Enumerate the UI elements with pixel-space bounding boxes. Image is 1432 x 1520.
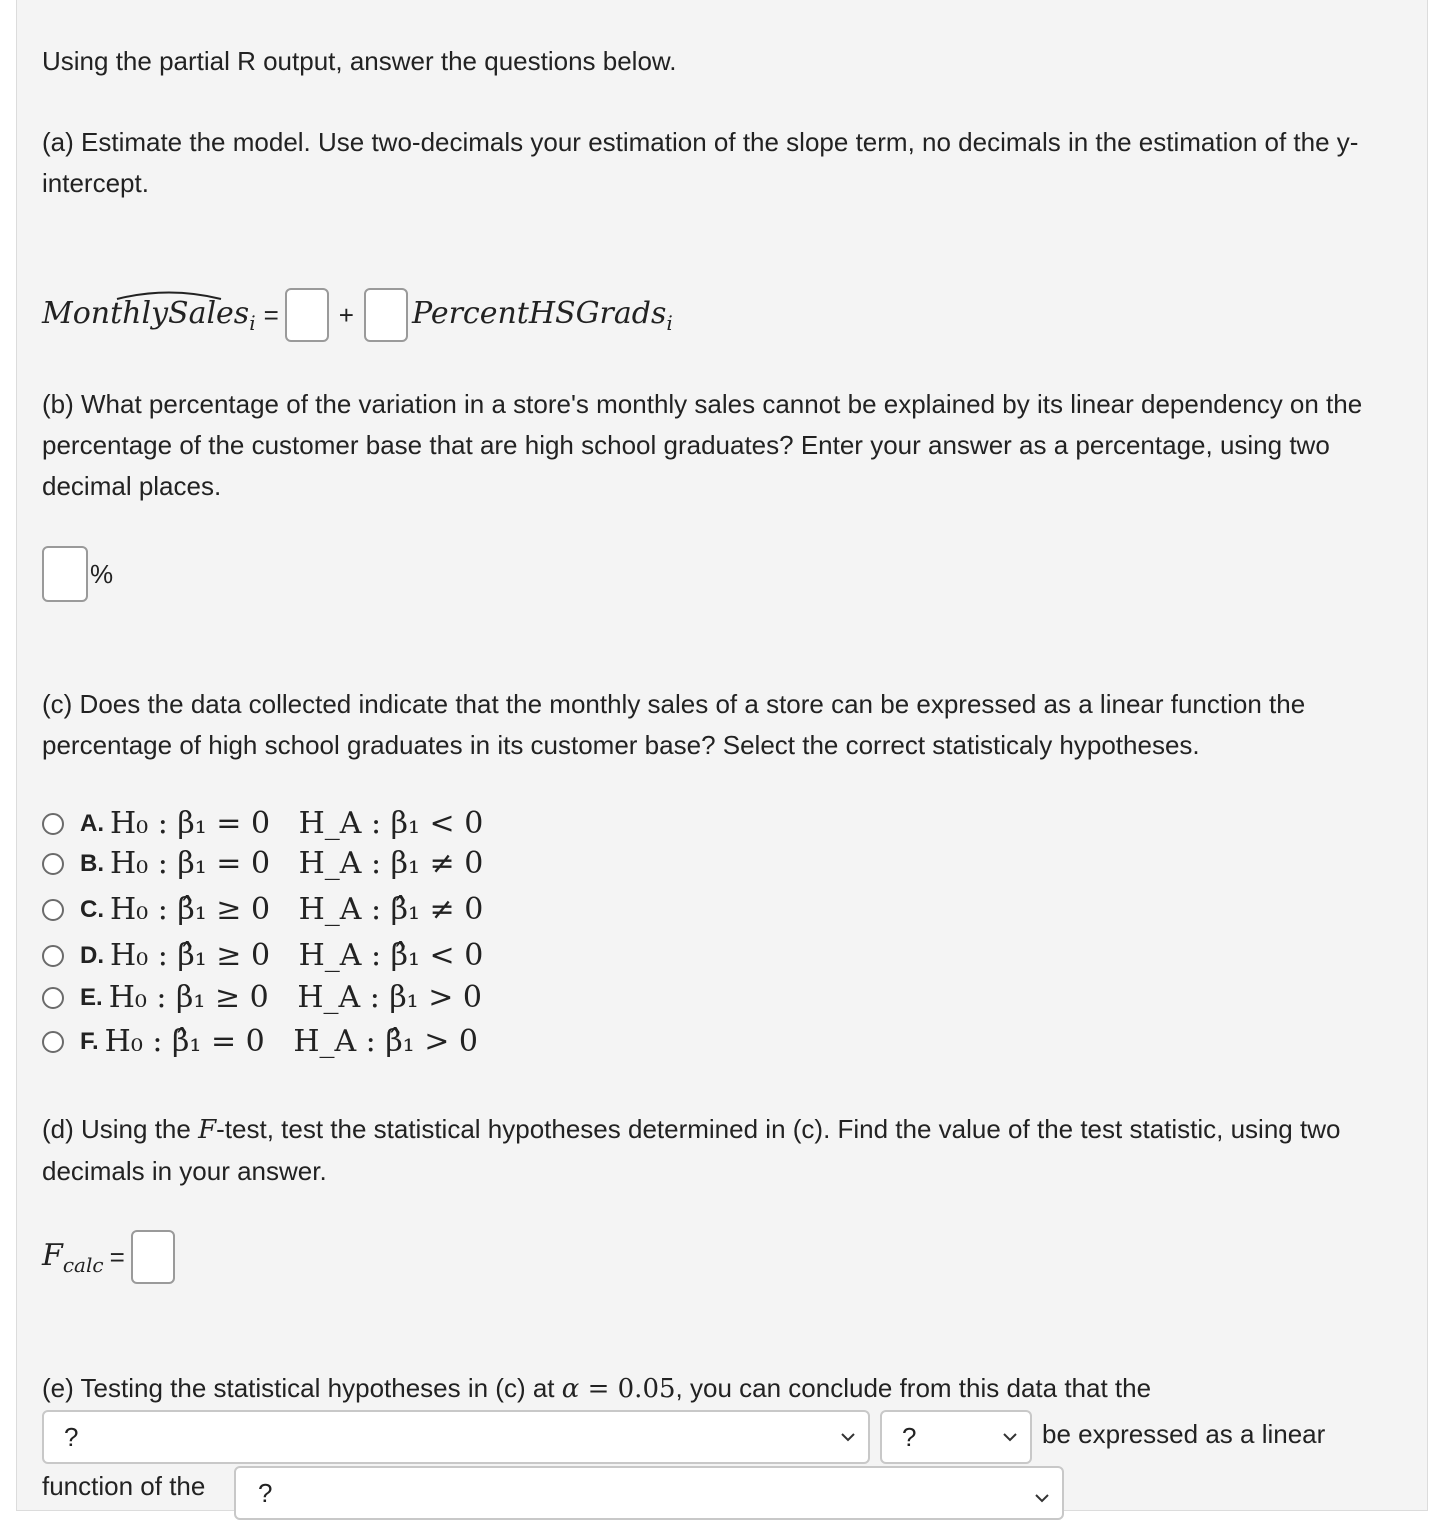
option-b-letter: B. xyxy=(80,849,104,877)
part-d-text xyxy=(42,1109,1412,1192)
percent-input[interactable] xyxy=(42,546,88,602)
conclusion-select-2[interactable] xyxy=(880,1410,1032,1464)
f-calc-input[interactable] xyxy=(131,1230,175,1284)
option-f[interactable] xyxy=(42,1024,478,1059)
radio-option-b[interactable] xyxy=(42,853,64,875)
radio-option-a[interactable] xyxy=(42,813,64,835)
chevron-down-icon xyxy=(1034,1490,1050,1506)
option-c-letter: C. xyxy=(80,895,104,923)
rhs-variable: PercentHSGrads xyxy=(411,295,667,331)
f-calc-label xyxy=(42,1238,104,1277)
f-label-subscript: calc xyxy=(62,1252,104,1277)
part-e-after-select: be expressed as a linear xyxy=(1042,1419,1326,1449)
part-d-text-end: -test, test the statistical hypotheses determined in (c). Find the value of the test statistic, using two decimals in your answer. xyxy=(42,1114,1341,1186)
option-d[interactable] xyxy=(42,938,483,973)
radio-option-e[interactable] xyxy=(42,987,64,1009)
option-e[interactable] xyxy=(42,980,482,1015)
equation-lhs xyxy=(42,296,256,335)
slope-input[interactable] xyxy=(364,288,408,342)
option-e-letter: E. xyxy=(80,983,103,1011)
percent-unit: % xyxy=(90,558,114,589)
part-e-line3-text: function of the xyxy=(42,1471,206,1501)
part-a-text: (a) Estimate the model. Use two-decimals your estimation of the slope term, no decimals in the estimation of the y-intercept. xyxy=(42,127,1359,198)
option-b-formula: H₀ : β₁ = 0 H_A : β₁ ≠ 0 xyxy=(110,846,484,881)
option-d-formula: H₀ : β̂₁ ≥ 0 H_A : β̂₁ < 0 xyxy=(110,938,484,973)
equation-rhs xyxy=(412,296,673,335)
option-c-formula: H₀ : β̂₁ ≥ 0 H_A : β̂₁ ≠ 0 xyxy=(110,892,484,927)
f-label: F xyxy=(42,1237,63,1273)
select-2-value: ? xyxy=(902,1421,917,1452)
option-f-letter: F. xyxy=(80,1027,99,1055)
intercept-input[interactable] xyxy=(285,288,329,342)
part-e-text xyxy=(42,1368,1412,1410)
part-e-text-end: , you can conclude from this data that the xyxy=(675,1373,1152,1403)
option-a-formula: H₀ : β₁ = 0 H_A : β₁ < 0 xyxy=(110,806,484,841)
radio-option-d[interactable] xyxy=(42,945,64,967)
lhs-variable: MonthlySales xyxy=(42,295,250,331)
alpha-symbol: α xyxy=(561,1374,580,1404)
option-a-letter: A. xyxy=(80,809,104,837)
hat-accent-icon xyxy=(116,290,222,300)
option-f-formula: H₀ : β̂₁ = 0 H_A : β̂₁ > 0 xyxy=(104,1024,478,1059)
part-e-text-start: (e) Testing the statistical hypotheses in (c) at xyxy=(42,1373,562,1403)
chevron-down-icon xyxy=(840,1429,856,1445)
f-equals-sign: = xyxy=(109,1241,125,1272)
percent-row xyxy=(42,546,113,602)
conclusion-select-1[interactable] xyxy=(42,1410,870,1464)
option-c[interactable] xyxy=(42,892,483,927)
regression-equation xyxy=(42,288,673,342)
select-3-value: ? xyxy=(258,1478,273,1508)
equals-sign: = xyxy=(263,299,279,330)
f-calc-row xyxy=(42,1230,175,1284)
radio-option-f[interactable] xyxy=(42,1031,64,1053)
radio-option-c[interactable] xyxy=(42,899,64,921)
conclusion-select-3[interactable] xyxy=(234,1466,1064,1520)
plus-sign: + xyxy=(338,299,354,330)
chevron-down-icon xyxy=(1002,1429,1018,1445)
option-e-formula: H₀ : β₁ ≥ 0 H_A : β₁ > 0 xyxy=(108,980,483,1015)
intro-text: Using the partial R output, answer the questions below. xyxy=(42,46,677,76)
part-c-text: (c) Does the data collected indicate that the monthly sales of a store can be expressed as a linear function the percentage of high school graduates in its customer base? Select the correct statisticaly hypotheses. xyxy=(42,689,1306,760)
lhs-subscript: i xyxy=(249,310,256,335)
part-d-text-start: (d) Using the xyxy=(42,1114,199,1144)
alpha-value: = 0.05 xyxy=(579,1374,676,1404)
select-1-value: ? xyxy=(64,1421,79,1452)
option-a[interactable] xyxy=(42,806,483,841)
part-d-f-symbol: F xyxy=(198,1115,217,1145)
option-b[interactable] xyxy=(42,846,483,881)
option-d-letter: D. xyxy=(80,941,104,969)
part-b-text: (b) What percentage of the variation in a store's monthly sales cannot be explained by its linear dependency on the percentage of the customer base that are high school graduates? Enter your answer as a percentage, using two decimal places. xyxy=(42,389,1363,501)
rhs-subscript: i xyxy=(666,310,673,335)
